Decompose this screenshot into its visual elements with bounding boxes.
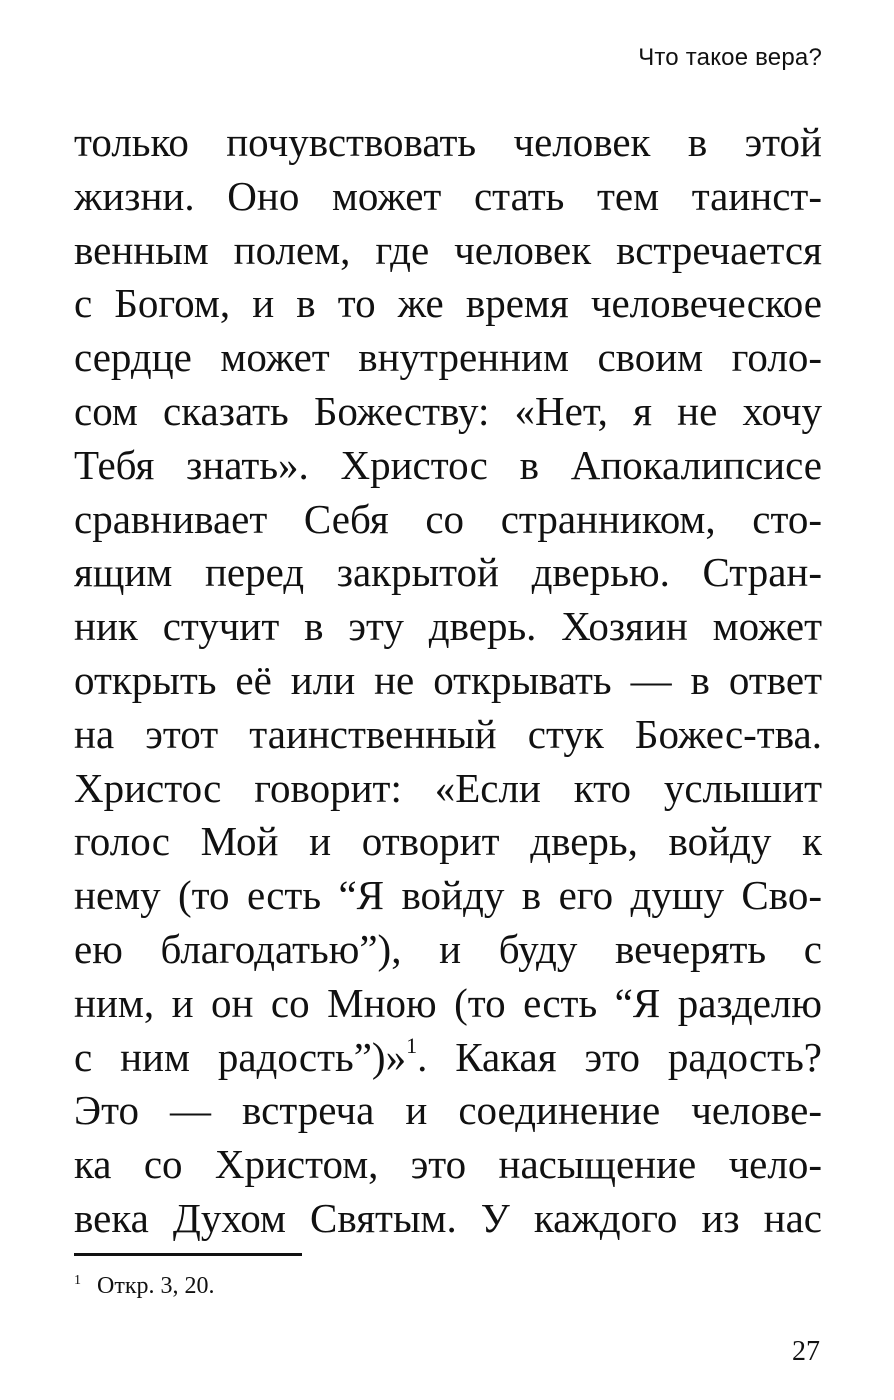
text-line: Это — встреча и соединение челове- [74,1087,822,1134]
text-line: ящим перед закрытой дверью. Стран- [74,549,822,596]
footnote [74,1266,214,1301]
text-line: ею благодатью”), и буду вечерять с [74,925,822,972]
text-line-start: с ним радость”)» [74,1033,407,1080]
page-number: 27 [792,1336,820,1367]
text-line: открыть её или не открывать — в ответ [74,656,822,703]
text-line: Христос говорит: «Если кто услышит [74,764,822,811]
text-line: ник стучит в эту дверь. Хозяин может [74,603,822,650]
text-line: на этот таинственный стук Божес-тва. [74,710,822,757]
text-line: сравнивает Себя со странником, сто- [74,495,822,542]
text-line-end: . Какая это радость? [417,1033,822,1080]
footnote-divider [74,1253,302,1256]
text-line: только почувствовать человек в этой [74,119,822,165]
text-line: века Духом Святым. У каждого из нас [74,1194,822,1241]
text-line: сердце может внутренним своим голо- [74,334,822,381]
text-line: с Богом, и в то же время человеческое [74,280,822,327]
text-line: Тебя знать». Христос в Апокалипсисе [74,441,822,488]
body-text [74,116,822,1246]
text-line: голос Мой и отворит дверь, войду к [74,818,822,865]
text-line: жизни. Оно может стать тем таинст- [74,172,822,219]
footnote-reference: 1 [406,1032,418,1058]
text-line: ка со Христом, это насыщение чело- [74,1141,822,1188]
text-line: сом сказать Божеству: «Нет, я не хочу [74,387,822,434]
footnote-marker: 1 [74,1273,81,1288]
text-line-with-footnote-ref [74,1031,822,1085]
text-line: венным полем, где человек встречается [74,226,822,273]
text-line: нему (то есть “Я войду в его душу Сво- [74,872,822,919]
running-header: Что такое вера? [638,44,822,71]
footnote-text: Откр. 3, 20. [97,1273,215,1299]
text-line: ним, и он со Мною (то есть “Я разделю [74,979,822,1026]
